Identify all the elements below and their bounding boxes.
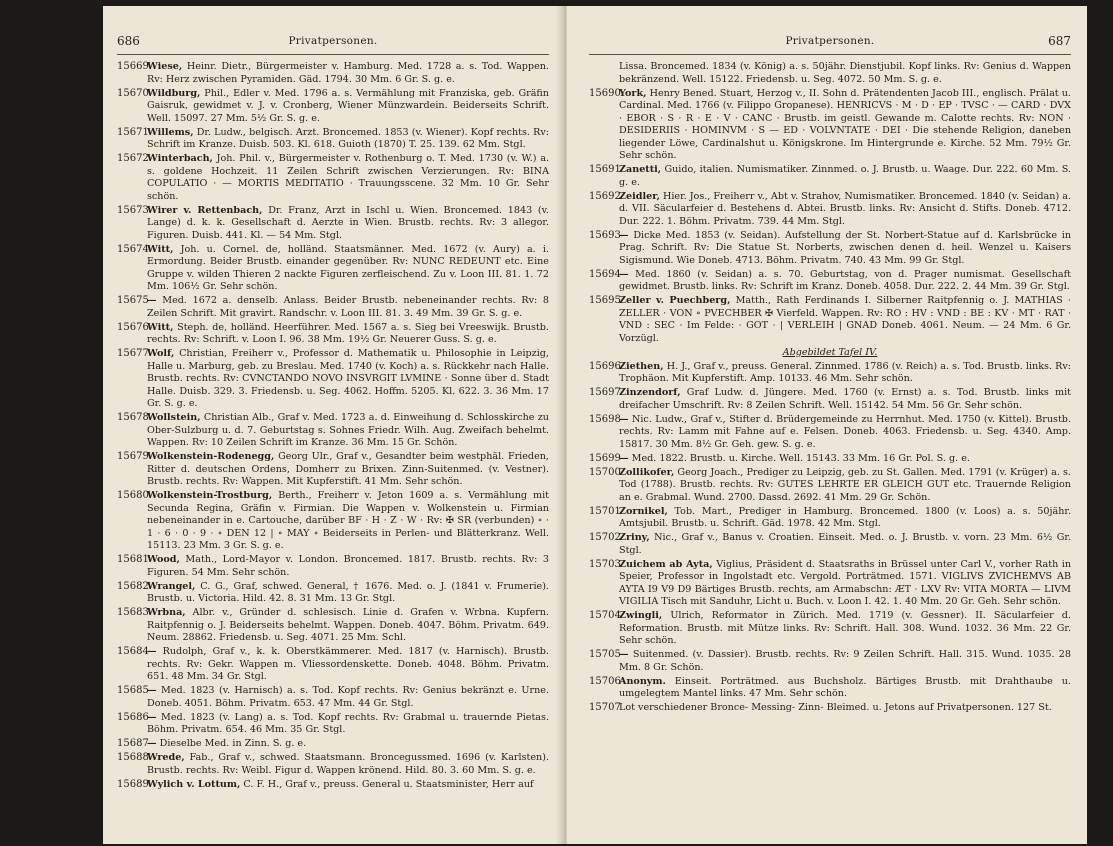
entry-number: 15683	[117, 607, 149, 618]
catalog-entry	[117, 244, 549, 294]
entry-number: 15684	[117, 646, 149, 657]
entry-number: 15694	[589, 268, 621, 280]
catalog-entry	[117, 752, 549, 777]
entry-number: 15698	[589, 413, 621, 425]
catalog-entry	[117, 412, 549, 450]
entry-description: Graf Ludw. d. Jüngere. Med. 1760 (v. Ernst) a. s. Tod. Brustb. links mit dreifacher Umschrift. Rv: 8 Zeilen Schrift. Well. 15142. 54 Mm. 56 Gr. Sehr schön.	[619, 387, 1071, 411]
entry-description: Viglius, Präsident d. Staatsraths in Brüssel unter Carl V., vorher Rath in Speier, Professor in Ingolstadt etc. Vergold. Porträtmed. 1571. VIGLIVS ZVICHEMVS AB AYTA I9 V9 D9 Bärtiges Brustb. rechts, am Armabschn: ÆT · LXV Rv: VITA MORTA — LIVM VIGILIA Tisch mit Sanduhr, Licht u. Buch. v. Loon I. 42. 1. 40 Mm. 20 Gr. Geh. Sehr schön.	[619, 558, 1071, 607]
catalog-entries-left	[117, 61, 549, 791]
entry-description: Steph. de, holländ. Heerführer. Med. 1567 a. s. Sieg bei Vreeswijk. Brustb. rechts. Rv: Schrift. v. Loon I. 96. 38 Mm. 19½ Gr. Neuerer Guss. S. g. e.	[147, 321, 549, 345]
entry-number: 15680	[117, 490, 149, 501]
catalog-entry	[589, 610, 1071, 648]
catalog-entry	[589, 559, 1071, 609]
catalog-entry	[117, 348, 549, 411]
entry-number: 15692	[589, 190, 621, 202]
catalog-entry	[589, 361, 1071, 386]
entry-name: Zornikel,	[619, 505, 668, 517]
catalog-entry	[117, 685, 549, 710]
entry-description: Med. 1860 (v. Seidan) a. s. 70. Geburtstag, von d. Prager numismat. Gesellschaft gewidmet. Brustb. links. Rv: Schrift im Kranz. Doneb. 4058. Dur. 222. 2. 44 Mm. 39 Gr. Stgl.	[619, 268, 1071, 292]
catalog-entry	[117, 205, 549, 243]
catalog-entry	[589, 414, 1071, 452]
entry-description: Abgebildet Tafel IV.	[782, 346, 878, 358]
entry-name: Zeller v. Puechberg,	[619, 295, 731, 306]
entry-number: 15672	[117, 153, 149, 164]
entry-name: York,	[619, 87, 647, 99]
entry-name: Willems,	[147, 126, 194, 138]
entry-name: Wood,	[147, 554, 180, 565]
entry-description: Berth., Freiherr v. Jeton 1609 a. s. Vermählung mit Secunda Regina, Gräfin v. Firmian. Die Wappen v. Wolkenstein u. Firmian nebeneinander in e. Cartouche, darüber BF · H · Z · W · Rv: ✠ SR (verbunden) ∘ · 1 · 6 · 0 · 9 · ∘ DEN 12 | ∘ MAY ∘ Beiderseits in Perlen- und Blätterkranz. Well. 15113. 23 Mm. 3 Gr. S. g. e.	[147, 490, 549, 551]
entry-number: 15674	[117, 243, 149, 255]
entry-name: Wrbna,	[147, 607, 186, 618]
entry-description: C. G., Graf, schwed. General, † 1676. Med. o. J. (1841 v. Frumerie). Brustb. u. Victoria. Hild. 42. 8. 31 Mm. 13 Gr. Stgl.	[147, 580, 549, 604]
entry-name: Witt,	[147, 321, 174, 333]
catalog-entry	[117, 712, 549, 737]
entry-description: C. F. H., Graf v., preuss. General u. Staatsminister, Herr auf	[243, 778, 534, 790]
catalog-entry	[117, 554, 549, 579]
catalog-entry	[589, 453, 1071, 466]
running-title: Privatpersonen.	[785, 35, 875, 47]
entry-description: Tob. Mart., Prediger in Hamburg. Broncemed. 1800 (v. Loos) a. s. 50jähr. Amtsjubil. Brustb. u. Schrift. Gäd. 1978. 42 Mm. Stgl.	[619, 505, 1071, 529]
catalog-entry	[117, 738, 549, 751]
entry-name: —	[619, 649, 629, 660]
catalog-entry	[589, 88, 1071, 163]
entry-name: Wirer v. Rettenbach,	[147, 204, 263, 216]
entry-name: Ziethen,	[619, 360, 664, 372]
catalog-entry	[589, 387, 1071, 412]
entry-number: 15686	[117, 711, 149, 723]
catalog-entry	[117, 127, 549, 152]
catalog-entry	[589, 702, 1071, 715]
entry-number: 15696	[589, 360, 621, 372]
entry-number: 15703	[589, 558, 621, 570]
entry-name: Winterbach,	[147, 153, 213, 164]
catalog-entry	[589, 506, 1071, 531]
entry-description: Joh. Phil. v., Bürgermeister v. Rothenburg o. T. Med. 1730 (v. W.) a. s. goldene Hochzeit. 11 Zeilen Schrift zwischen Verzierungen. Rv: BINA COPULATIO · — MORTIS MEDITATIO · Trauungsscene. 32 Mm. 10 Gr. Sehr schön.	[147, 153, 549, 202]
entry-description: Georg Ulr., Graf v., Gesandter beim westphäl. Frieden, Ritter d. deutschen Ordens, Domherr zu Brixen. Zinn-Suitenmed. (v. Vestner). Brustb. rechts. Rv: Wappen. Mit Kupferstift. 41 Mm. Sehr schön.	[147, 451, 549, 487]
page-number: 686	[117, 34, 140, 48]
catalog-entry	[117, 295, 549, 320]
entry-description: Med. 1823 (v. Harnisch) a. s. Tod. Kopf rechts. Rv: Genius bekränzt e. Urne. Doneb. 4051. Böhm. Privatm. 653. 47 Mm. 44 Gr. Stgl.	[147, 685, 549, 709]
entry-description: Nic. Ludw., Graf v., Stifter d. Brüdergemeinde zu Herrnhut. Med. 1750 (v. Kittel). Brustb. rechts. Rv: Lamm mit Fahne auf e. Felsen. Doneb. 4063. Friedensb. u. Seg. 4340. Amp. 15817. 30 Mm. 8½ Gr. Geh. gew. S. g. e.	[619, 413, 1071, 450]
entry-name: Zeidler,	[619, 190, 660, 202]
entry-name: Zanetti,	[619, 164, 662, 175]
entry-number: 15688	[117, 752, 149, 763]
catalog-entry	[589, 269, 1071, 294]
entry-number: 15670	[117, 87, 149, 99]
entry-name: Wolf,	[147, 348, 175, 359]
catalog-entry	[117, 322, 549, 347]
catalog-entry	[589, 164, 1071, 189]
catalog-entry	[117, 607, 549, 645]
entry-description: Joh. u. Cornel. de, holländ. Staatsmänner. Med. 1672 (v. Aury) a. i. Ermordung. Beider Brustb. einander gegenüber. Rv: NUNC REDEUNT etc. Eine Gruppe v. wilden Thieren 2 nackte Figuren zerfleischend. Zu v. Loon III. 81. 1. 72 Mm. 106½ Gr. Sehr schön.	[147, 243, 549, 292]
entry-number: 15704	[589, 610, 621, 621]
entry-description: Fab., Graf v., schwed. Staatsmann. Broncegussmed. 1696 (v. Karlsten). Brustb. rechts. Rv: Weibl. Figur d. Wappen krönend. Hild. 80. 3. 60 Mm. S. g. e.	[147, 752, 549, 776]
entry-description: Georg Joach., Prediger zu Leipzig, geb. zu St. Gallen. Med. 1791 (v. Krüger) a. s. Tod (1788). Brustb. rechts. Rv: GUTES LEHRTE ER GLEICH GUT etc. Trauernde Religion an e. Grabmal. Wund. 2700. Dassd. 2692. 41 Mm. 29 Gr. Schön.	[619, 466, 1071, 503]
entry-description: Dr. Franz, Arzt in Ischl u. Wien. Broncemed. 1843 (v. Lange) d. k. k. Gesellschaft d. Aerzte in Wien. Brustb. rechts. Rv: 3 allegor. Figuren. Duisb. 441. Kl. — 54 Mm. Stgl.	[147, 204, 549, 241]
entry-number: 15700	[589, 466, 621, 478]
entry-description: Med. 1822. Brustb. u. Kirche. Well. 15143. 33 Mm. 16 Gr. Pol. S. g. e.	[631, 452, 970, 464]
entry-name: Wildburg,	[147, 87, 201, 99]
entry-number: 15673	[117, 204, 149, 216]
catalog-entry	[589, 676, 1071, 701]
entry-number: 15695	[589, 295, 621, 306]
entry-description: Christian Alb., Graf v. Med. 1723 a. d. Einweihung d. Schlosskirche zu Ober-Sulzburg u. d. 7. Geburtstag s. Sohnes Friedr. Wilh. Aug. Zweifach behelmt. Wappen. Rv: 10 Zeilen Schrift im Kranze. 36 Mm. 15 Gr. Schön.	[147, 412, 549, 448]
entry-number: 15690	[589, 87, 621, 99]
entry-description: Christian, Freiherr v., Professor d. Mathematik u. Philosophie in Leipzig, Halle u. Marburg, geb. zu Breslau. Med. 1740 (v. Koch) a. s. Rückkehr nach Halle. Brustb. rechts. Rv: CVNCTANDO NOVO INSVRGIT LVMINE · Sonne über d. Stadt Halle. Duisb. 329. 3. Friedensb. u. Seg. 4062. Hoffm. 5205. Kl. 622. 3. 36 Mm. 17 Gr. S. g. e.	[147, 348, 549, 409]
entry-number: 15677	[117, 348, 149, 359]
entry-description: Dr. Ludw., belgisch. Arzt. Broncemed. 1853 (v. Wiener). Kopf rechts. Rv: Schrift im Kranze. Duisb. 503. Kl. 618. Guioth (1870) T. 25. 139. 62 Mm. Stgl.	[147, 126, 549, 150]
entry-description: Rudolph, Graf v., k. k. Oberstkämmerer. Med. 1817 (v. Harnisch). Brustb. rechts. Rv: Gekr. Wappen m. Vliessordenskette. Doneb. 4048. Böhm. Privatm. 651. 48 Mm. 34 Gr. Stgl.	[147, 646, 549, 682]
entry-number: 15689	[117, 778, 149, 790]
entry-description: Hier. Jos., Freiherr v., Abt v. Strahov, Numismatiker. Broncemed. 1840 (v. Seidan) a. d. VII. Säcularfeier d. Bestehens d. Abtei. Brustb. links. Rv: Ansicht d. Stifts. Doneb. 4712. Dur. 222. 1. Böhm. Privatm. 739. 44 Mm. Stgl.	[619, 190, 1072, 227]
entry-name: Zollikofer,	[619, 466, 675, 478]
catalog-entry	[117, 451, 549, 489]
catalog-entry	[117, 490, 549, 553]
catalog-entry	[589, 61, 1071, 86]
catalog-entry	[117, 779, 549, 792]
entry-name: —	[147, 685, 157, 696]
entry-number: 15685	[117, 685, 149, 696]
entry-number: 15705	[589, 649, 621, 660]
entry-name: Wylich v. Lottum,	[147, 778, 241, 790]
entry-description: Matth., Rath Ferdinands I. Silberner Raitpfennig o. J. MATHIAS · ZELLER · VON ∘ PVECHBER ✠ Vierfeld. Wappen. Rv: RO : HV : VND : BE : KV · MT · RAT · VND : SEC · Im Felde: · GOT · | VERLEIH | GNAD Doneb. 4061. Neum. — 24 Mm. 6 Gr. Vorzügl.	[619, 295, 1071, 344]
entry-number: 15681	[117, 554, 149, 565]
entry-description: Phil., Edler v. Med. 1796 a. s. Vermählung mit Franziska, geb. Gräfin Gaisruk, gewidmet v. J. v. Cronberg, Wiener Münzwardein. Beiderseits Schrift. Well. 15097. 27 Mm. 5½ Gr. S. g. e.	[147, 87, 549, 124]
entry-number: 15676	[117, 321, 149, 333]
entry-description: Nic., Graf v., Banus v. Croatien. Einseit. Med. o. J. Brustb. v. vorn. 23 Mm. 6½ Gr. Stgl.	[619, 532, 1071, 556]
entry-number: 15701	[589, 505, 621, 517]
entry-number: 15699	[589, 452, 621, 464]
running-title: Privatpersonen.	[288, 35, 378, 47]
entry-number: 15669	[117, 61, 149, 72]
entry-name: Wolkenstein-Trostburg,	[147, 490, 273, 501]
catalog-entry	[589, 191, 1071, 229]
entry-number: 15682	[117, 580, 149, 592]
catalog-entry	[117, 153, 549, 203]
entry-name: —	[619, 413, 629, 425]
entry-name: —	[147, 646, 157, 657]
entry-name: Zuichem ab Ayta,	[619, 558, 713, 570]
page-number: 687	[1048, 34, 1071, 48]
entry-number: 15702	[589, 532, 621, 543]
entry-number: 15691	[589, 164, 621, 175]
entry-name: Zinzendorf,	[619, 387, 681, 398]
catalog-entry	[117, 581, 549, 606]
entry-description: Med. 1672 a. denselb. Anlass. Beider Brustb. nebeneinander rechts. Rv: 8 Zeilen Schrift. Mit gravirt. Randschr. v. Loon III. 81. 3. 49 Mm. 39 Gr. S. g. e.	[147, 295, 549, 319]
entry-name: Zwingli,	[619, 610, 663, 621]
entry-description: Ulrich, Reformator in Zürich. Med. 1719 (v. Gessner). II. Säcularfeier d. Reformation. Brustb. mit Mütze links. Rv: Schrift. Hall. 308. Wund. 1032. 36 Mm. 22 Gr. Sehr schön.	[619, 610, 1071, 646]
right-page	[567, 6, 1087, 844]
entry-description: Albr. v., Gründer d. schlesisch. Linie d. Grafen v. Wrbna. Kupfern. Raitpfennig o. J. Beiderseits behelmt. Wappen. Doneb. 4047. Böhm. Privatm. 649. Neum. 28862. Friedensb. u. Seg. 4071. 25 Mm. Schl.	[147, 607, 549, 643]
catalog-entry	[117, 646, 549, 684]
entry-description: Henry Bened. Stuart, Herzog v., II. Sohn d. Prätendenten Jacob III., englisch. Prälat u. Cardinal. Med. 1766 (v. Filippo Gropanese). HENRICVS · M · D · EP · TVSC · — CARD · DVX · EBOR · S · R · E · V · CANC · Brustb. im geistl. Gewande m. Calotte rechts. Rv: NON · DESIDERIIS · HOMINVM · S — ED · VOLVNTATE · DEI · Die stehende Religion, daneben liegender Löwe, Cardinalshut u. Königskrone. Im Hintergrunde e. Kirche. 52 Mm. 79½ Gr. Sehr schön.	[619, 87, 1071, 161]
entry-name: Wiese,	[147, 61, 183, 72]
entry-name: —	[619, 229, 629, 241]
entry-description: Med. 1823 (v. Lang) a. s. Tod. Kopf rechts. Rv: Grabmal u. trauernde Pietas. Böhm. Privatm. 654. 46 Mm. 35 Gr. Stgl.	[147, 711, 549, 735]
entry-number: 15678	[117, 412, 149, 423]
entry-name: —	[147, 711, 157, 723]
entry-number: 15675	[117, 295, 149, 306]
entry-name: —	[147, 738, 157, 749]
entry-name: —	[147, 295, 157, 306]
catalog-entry	[589, 649, 1071, 674]
entry-description: Einseit. Porträtmed. aus Buchsholz. Bärtiges Brustb. mit Drahthaube u. umgelegtem Mantel links. 47 Mm. Sehr schön.	[619, 675, 1071, 699]
entry-description: Suitenmed. (v. Dassier). Brustb. rechts. Rv: 9 Zeilen Schrift. Hall. 315. Wund. 1035. 28 Mm. 8 Gr. Schön.	[619, 649, 1071, 673]
entry-description: Math., Lord-Mayor v. London. Broncemed. 1817. Brustb. rechts. Rv: 3 Figuren. 54 Mm. Sehr schön.	[147, 554, 549, 578]
catalog-entry	[589, 532, 1071, 557]
catalog-entry	[117, 88, 549, 126]
catalog-entry	[589, 347, 1071, 360]
entry-name: Wrangel,	[147, 580, 196, 592]
entry-description: H. J., Graf v., preuss. General. Zinnmed. 1786 (v. Reich) a. s. Tod. Brustb. links. Rv: Trophäon. Mit Kupferstift. Amp. 10133. 46 Mm. Sehr schön.	[619, 360, 1071, 384]
entry-name: Anonym.	[619, 675, 666, 687]
catalog-entry	[589, 230, 1071, 268]
entry-number: 15671	[117, 126, 149, 138]
right-page-header	[589, 34, 1071, 54]
entry-name: Wrede,	[147, 752, 185, 763]
entry-number: 15687	[117, 738, 149, 749]
catalog-entry	[589, 467, 1071, 505]
entry-description: Guido, italien. Numismatiker. Zinnmed. o. J. Brustb. u. Waage. Dur. 222. 60 Mm. S. g. e.	[619, 164, 1071, 188]
entry-name: Wolkenstein-Rodenegg,	[147, 451, 275, 462]
entry-description: Lissa. Broncemed. 1834 (v. König) a. s. 50jähr. Dienstjubil. Kopf links. Rv: Genius d. Wappen bekränzend. Well. 15122. Friedensb. u. Seg. 4072. 50 Mm. S. g. e.	[619, 61, 1071, 85]
left-page-header	[117, 34, 549, 54]
entry-name: Wollstein,	[147, 412, 201, 423]
entry-description: Heinr. Dietr., Bürgermeister v. Hamburg. Med. 1728 a. s. Tod. Wappen. Rv: Herz zwischen Pyramiden. Gäd. 1794. 30 Mm. 6 Gr. S. g. e.	[147, 61, 549, 85]
entry-number: 15697	[589, 387, 621, 398]
entry-number: 15707	[589, 702, 621, 713]
catalog-entry	[117, 61, 549, 86]
entry-name: —	[619, 268, 629, 280]
entry-description: Lot verschiedener Bronce- Messing- Zinn- Bleimed. u. Jetons auf Privatpersonen. 127 St.	[619, 702, 1052, 713]
entry-number: 15706	[589, 675, 621, 687]
entry-name: Witt,	[147, 243, 174, 255]
entry-name: —	[619, 452, 629, 464]
left-page	[103, 6, 563, 844]
entry-description: Dicke Med. 1853 (v. Seidan). Aufstellung der St. Norbert-Statue auf d. Karlsbrücke in Prag. Schrift. Rv: Die Statue St. Norberts, zwischen denen d. heil. Wenzel u. Kaisers Sigismund. Wie Doneb. 4713. Böhm. Privatm. 740. 43 Mm. 99 Gr. Stgl.	[619, 229, 1072, 266]
entry-number: 15679	[117, 451, 149, 462]
header-rule	[117, 54, 549, 55]
header-rule	[589, 54, 1071, 55]
entry-name: Zriny,	[619, 532, 650, 543]
catalog-entry	[589, 295, 1071, 345]
entry-description: Dieselbe Med. in Zinn. S. g. e.	[159, 738, 307, 749]
catalog-entries-right	[589, 61, 1071, 715]
entry-number: 15693	[589, 229, 621, 241]
